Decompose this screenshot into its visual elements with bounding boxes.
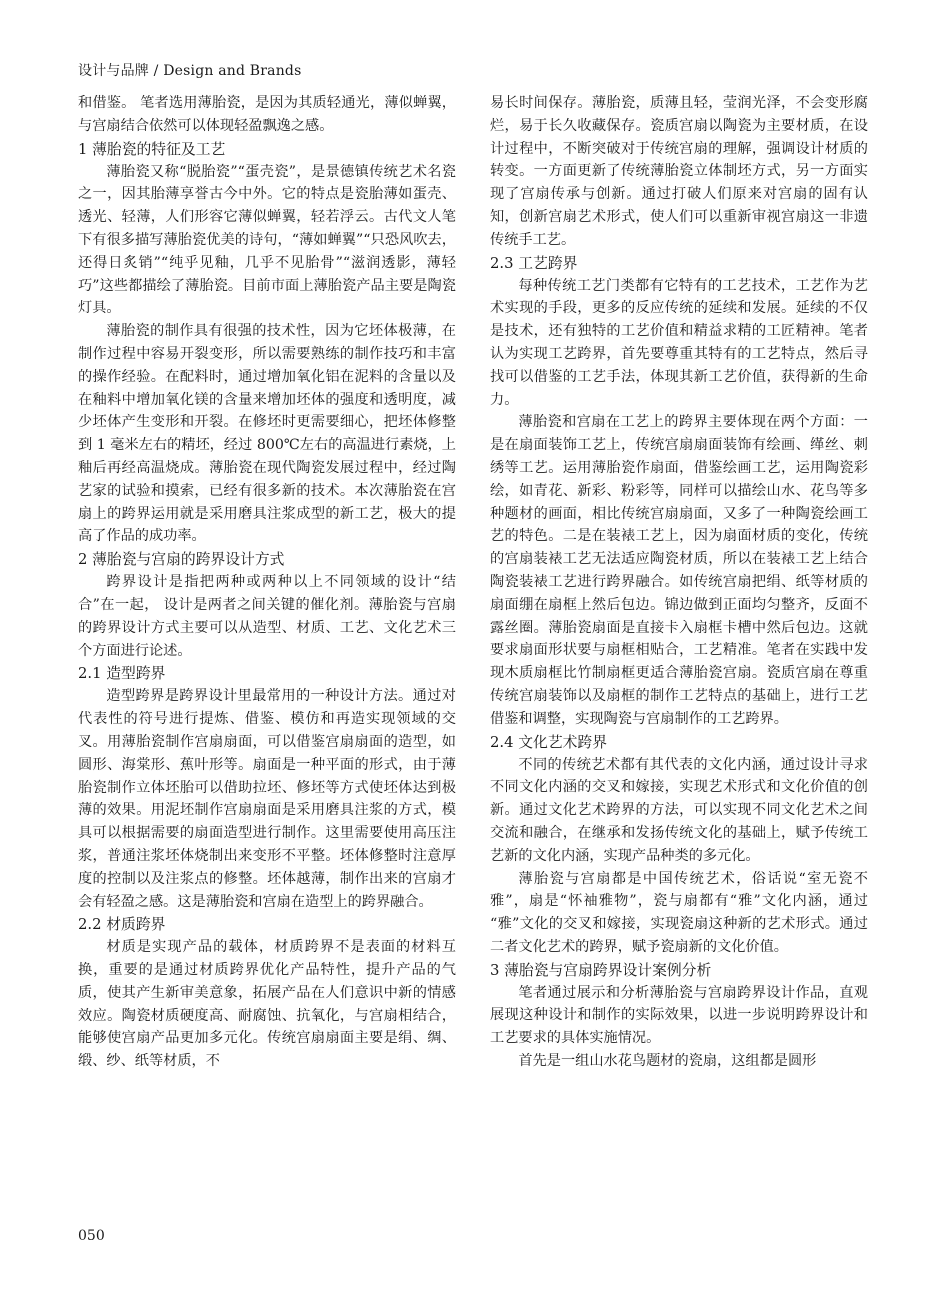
running-header: 设计与品牌 / Design and Brands xyxy=(78,63,302,79)
paragraph: 造型跨界是跨界设计里最常用的一种设计方法。通过对代表性的符号进行提炼、借鉴、模仿和再造实现领域的交叉。用薄胎瓷制作宫扇扇面，可以借鉴宫扇扇面的造型，如圆形、海棠形、蕉叶形等。扇面是一种平面的形式，由于薄胎瓷制作立体坯胎可以借助拉坯、修坯等方式使坯体达到极薄的效果。用泥坯制作宫扇扇面是采用磨具注浆的方式，模具可以根据需要的扇面造型进行制作。这里需要使用高压注浆，普通注浆坯体烧制出来变形不平整。坯体修整时注意厚度的控制以及注浆点的修整。坯体越薄，制作出来的宫扇才会有轻盈之感。这是薄胎瓷和宫扇在造型上的跨界融合。 xyxy=(78,688,456,910)
paragraph: 每种传统工艺门类都有它特有的工艺技术，工艺作为艺术实现的手段，更多的反应传统的延续和发展。延续的不仅是技术，还有独特的工艺价值和精益求精的工匠精神。笔者认为实现工艺跨界，首先要尊重其特有的工艺特点，然后寻找可以借鉴的工艺手法，体现其新工艺价值，获得新的生命力。 xyxy=(490,277,868,408)
paragraph: 不同的传统艺术都有其代表的文化内涵，通过设计寻求不同文化内涵的交叉和嫁接，实现艺术形式和文化价值的创新。通过文化艺术跨界的方法，可以实现不同文化艺术之间交流和融合，在继承和发扬传统文化的基础上，赋予传统工艺新的文化内涵，实现产品种类的多元化。 xyxy=(490,756,868,864)
section-heading-3: 3 薄胎瓷与宫扇跨界设计案例分析 xyxy=(490,961,712,979)
paragraph: 跨界设计是指把两种或两种以上不同领域的设计“结合”在一起， 设计是两者之间关键的催化剂。薄胎瓷与宫扇的跨界设计方式主要可以从造型、材质、工艺、文化艺术三个方面进行论述。 xyxy=(78,574,456,659)
section-heading-2-4: 2.4 文化艺术跨界 xyxy=(490,733,608,751)
paragraph: 笔者通过展示和分析薄胎瓷与宫扇跨界设计作品，直观展现这种设计和制作的实际效果，以进一步说明跨界设计和工艺要求的具体实施情况。 xyxy=(490,984,868,1047)
section-heading-2-3: 2.3 工艺跨界 xyxy=(490,254,578,272)
paragraph: 易长时间保存。薄胎瓷，质薄且轻，莹润光泽，不会变形腐烂，易于长久收藏保存。瓷质宫扇以陶瓷为主要材质，在设计过程中，不断突破对于传统宫扇的理解，强调设计材质的转变。一方面更新了传统薄胎瓷立体制坯方式，另一方面实现了宫扇传承与创新。通过打破人们原来对宫扇的固有认知，创新宫扇艺术形式，使人们可以重新审视宫扇这一非遗传统手工艺。 xyxy=(490,95,868,248)
paragraph: 薄胎瓷的制作具有很强的技术性，因为它坯体极薄，在制作过程中容易开裂变形，所以需要熟练的制作技巧和丰富的操作经验。在配料时，通过增加氧化铝在泥料的含量以及在釉料中增加氧化镁的含量来增加坯体的强度和透明度，减少坯体产生变形和开裂。在修坯时更需要细心，把坯体修整到 1 毫米左右的精坯，经过 800℃左右的高温进行素烧，上釉后再经高温烧成。薄胎瓷在现代陶瓷发展过程中，经过陶艺家的试验和摸索，已经有很多新的技术。本次薄胎瓷在宫扇上的跨界运用就是采用磨具注浆成型的新工艺，极大的提高了作品的成功率。 xyxy=(78,323,456,545)
paragraph: 和借鉴。 笔者选用薄胎瓷，是因为其质轻通光，薄似蝉翼，与宫扇结合依然可以体现轻盈飘逸之感。 xyxy=(78,95,456,134)
section-heading-2: 2 薄胎瓷与宫扇的跨界设计方式 xyxy=(78,551,285,569)
paragraph: 材质是实现产品的载体，材质跨界不是表面的材料互换，重要的是通过材质跨界优化产品特性，提升产品的气质，使其产生新审美意象，拓展产品在人们意识中新的情感效应。陶瓷材质硬度高、耐腐蚀、抗氧化，与宫扇相结合，能够使宫扇产品更加多元化。传统宫扇扇面主要是绢、绸、缎、纱、纸等材质，不 xyxy=(78,939,456,1070)
right-column xyxy=(490,92,868,1073)
paragraph: 薄胎瓷和宫扇在工艺上的跨界主要体现在两个方面：一是在扇面装饰工艺上，传统宫扇扇面装饰有绘画、缂丝、刺绣等工艺。运用薄胎瓷作扇面，借鉴绘画工艺，运用陶瓷彩绘，如青花、新彩、粉彩等，同样可以描绘山水、花鸟等多种题材的画面，相比传统宫扇扇面，又多了一种陶瓷绘画工艺的特色。二是在装裱工艺上，因为扇面材质的变化，传统的宫扇装裱工艺无法适应陶瓷材质，所以在装裱工艺上结合陶瓷装裱工艺进行跨界融合。如传统宫扇把绢、纸等材质的扇面绷在扇框上然后包边。锦边做到正面均匀整齐，反面不露丝圈。薄胎瓷扇面是直接卡入扇框卡槽中然后包边。这就要求扇面形状要与扇框相贴合，工艺精准。笔者在实践中发现木质扇框比竹制扇框更适合薄胎瓷宫扇。瓷质宫扇在尊重传统宫扇装饰以及扇框的制作工艺特点的基础上，进行工艺借鉴和调整，实现陶瓷与宫扇制作的工艺跨界。 xyxy=(490,414,868,727)
left-column xyxy=(78,92,456,1073)
section-heading-2-1: 2.1 造型跨界 xyxy=(78,665,166,683)
section-heading-1: 1 薄胎瓷的特征及工艺 xyxy=(78,140,226,158)
paragraph: 薄胎瓷又称“脱胎瓷”“蛋壳瓷”，是景德镇传统艺术名瓷之一，因其胎薄享誉古今中外。它的特点是瓷胎薄如蛋壳、透光、轻薄，人们形容它薄似蝉翼，轻若浮云。古代文人笔下有很多描写薄胎瓷优美的诗句，“薄如蝉翼”“只恐风吹去，还得日炙销”“纯乎见釉，几乎不见胎骨”“滋润透影，薄轻巧”这些都描绘了薄胎瓷。目前市面上薄胎瓷产品主要是陶瓷灯具。 xyxy=(78,163,456,317)
paragraph: 首先是一组山水花鸟题材的瓷扇，这组都是圆形 xyxy=(518,1053,817,1070)
section-heading-2-2: 2.2 材质跨界 xyxy=(78,916,166,934)
paragraph: 薄胎瓷与宫扇都是中国传统艺术，俗话说“室无瓷不雅”，扇是“怀袖雅物”，瓷与扇都有“雅”文化内涵，通过 “雅”文化的交叉和嫁接，实现瓷扇这种新的艺术形式。通过二者文化艺术的跨界，赋予瓷扇新的文化价值。 xyxy=(490,870,868,955)
page-number: 050 xyxy=(78,1228,105,1244)
